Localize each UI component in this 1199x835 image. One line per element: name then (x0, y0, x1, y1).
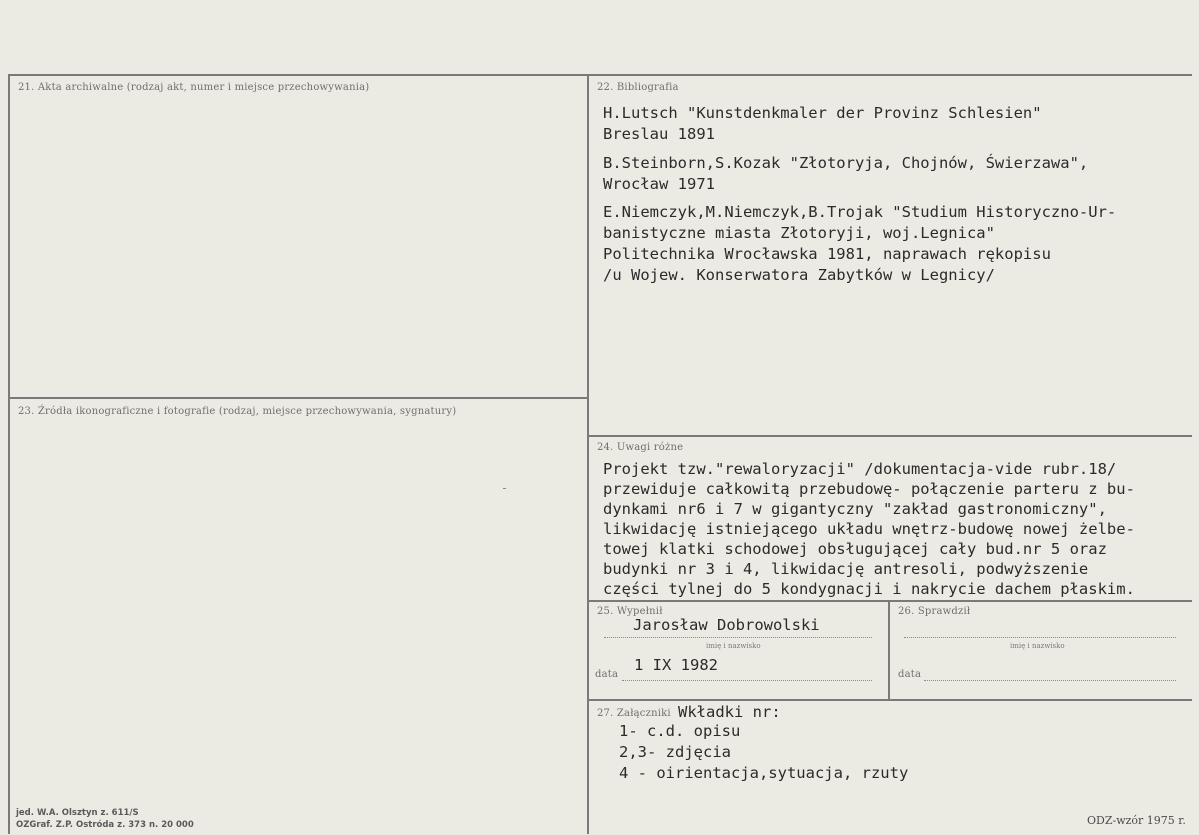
top-rule (8, 74, 1192, 76)
ink-speck (503, 488, 506, 489)
bibliography-entry-1: H.Lutsch "Kunstdenkmaler der Provinz Schlesien" Breslau 1891 (603, 104, 1042, 143)
section-23-label: 23. Źródła ikonograficzne i fotografie (rodzaj, miejsce przechowywania, sygnatury) (18, 406, 457, 417)
form-id: ODZ-wzór 1975 r. (1087, 814, 1186, 827)
rule-24-25 (589, 600, 1192, 602)
section-21-label: 21. Akta archiwalne (rodzaj akt, numer i miejsce przechowywania) (18, 82, 370, 93)
section-27-label: 27. Załączniki (597, 708, 671, 719)
print-info-line-2: OZGraf. Z.P. Ostróda z. 373 n. 20 000 (16, 820, 194, 830)
checked-by-date-line (924, 680, 1176, 681)
section-24-label: 24. Uwagi różne (597, 442, 684, 453)
divider-25-26 (888, 602, 890, 699)
attachments-heading: Wkładki nr: (678, 703, 781, 721)
filled-by-date: 1 IX 1982 (634, 656, 718, 674)
filled-by-name-line (604, 637, 872, 638)
bibliography-entry-3: E.Niemczyk,M.Niemczyk,B.Trojak "Studium Historyczno-Ur- banistyczne miasta Złotoryji, woj.Legnica" Politechnika Wrocławska 1981, naprawach rękopisu /u Wojew. Konserwatora Zabytków w Legnicy/ (603, 203, 1117, 284)
checked-by-name-line (904, 637, 1176, 638)
bibliography-entry-2: B.Steinborn,S.Kozak "Złotoryja, Chojnów, Świerzawa", Wrocław 1971 (603, 154, 1089, 193)
left-margin-line (8, 74, 10, 834)
filled-by-name-caption: imię i nazwisko (706, 642, 761, 650)
filled-by-date-line (622, 680, 872, 681)
section-22-label: 22. Bibliografia (597, 82, 679, 93)
attachment-item: 2,3- zdjęcia (619, 743, 731, 761)
attachment-item: 1- c.d. opisu (619, 722, 741, 740)
filled-by-date-label: data (595, 669, 619, 680)
center-divider (587, 74, 589, 834)
attachments-list (619, 721, 908, 784)
print-info-line-1: jed. W.A. Olsztyn z. 611/S (16, 808, 139, 818)
rule-25-27 (589, 699, 1192, 701)
attachment-item: 4 - oirientacja,sytuacja, rzuty (619, 764, 909, 782)
checked-by-date-label: data (898, 669, 922, 680)
rule-22-24 (589, 435, 1192, 437)
filled-by-name: Jarosław Dobrowolski (633, 616, 820, 634)
remarks-text: Projekt tzw."rewaloryzacji" /dokumentacja-vide rubr.18/ przewiduje całkowitą przebudowę- połączenie parteru z bu- dynkami nr6 i 7 w gigantyczny "zakład gastronomiczny", likwidację istniejącego układu wnętrz-budowę nowej żelbe- towej klatki schodowej obsługującej cały bud.nr 5 oraz budynki nr 3 i 4, likwidację antresoli, podwyższenie części tylnej do 5 kondygnacji i nakrycie dachem płaskim. (603, 460, 1135, 598)
rule-21-23 (8, 397, 587, 399)
checked-by-name-caption: imię i nazwisko (1010, 642, 1065, 650)
section-26-label: 26. Sprawdził (898, 606, 971, 617)
section-25-label: 25. Wypełnił (597, 606, 663, 617)
